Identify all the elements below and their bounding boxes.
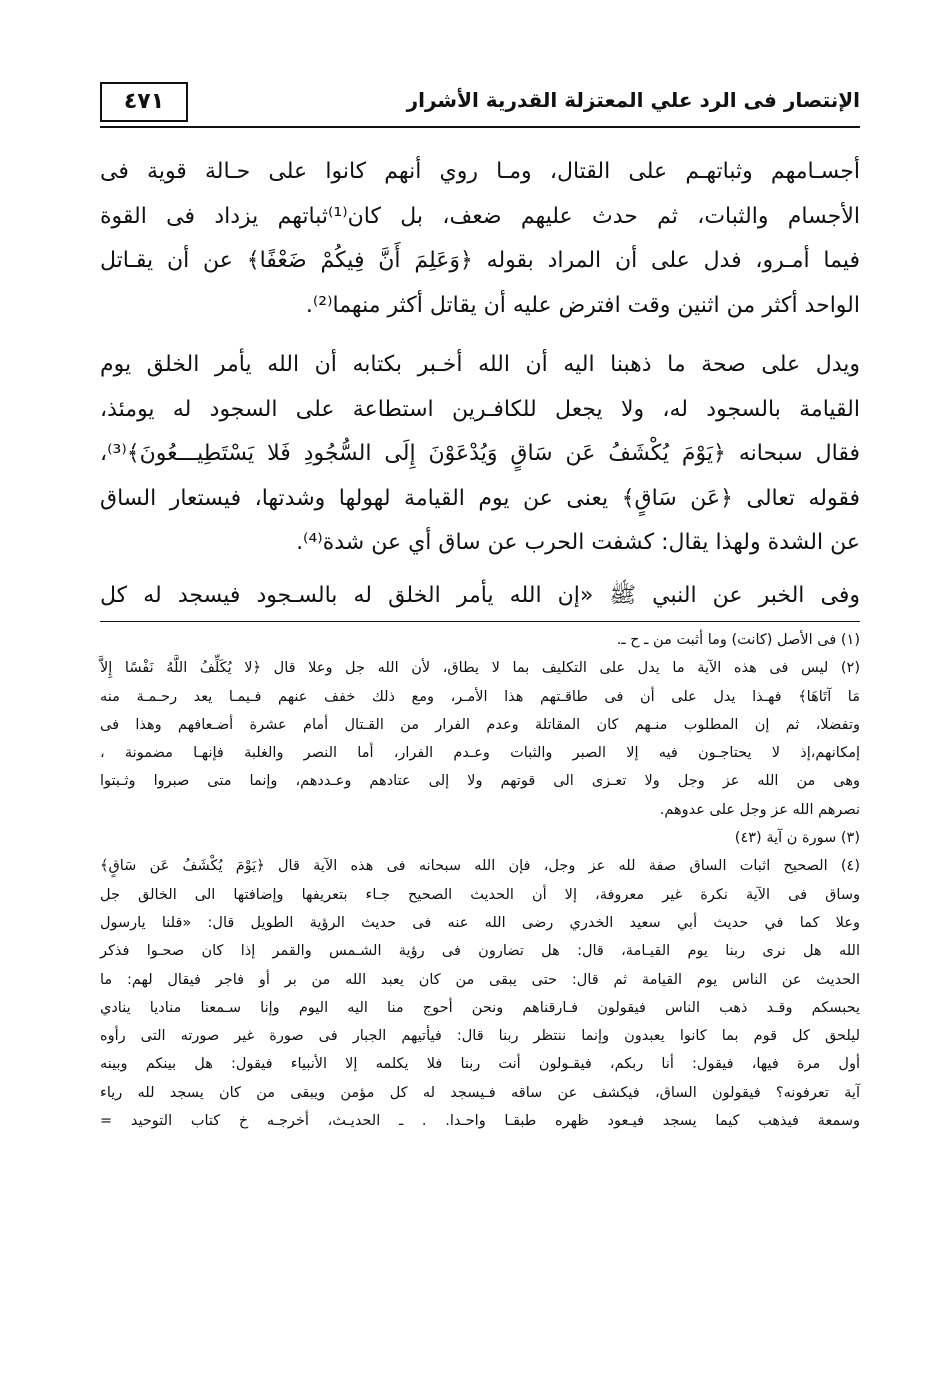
footnote-line: وعلا كما في حديث أبي سعيد الخدري رضى الله عنه فى حديث الرؤية الطويل قال: «قلنا يارسول xyxy=(100,914,860,931)
footnote-line: (١) فى الأصل (كانت) وما أثبت من ـ ح ـ. xyxy=(616,632,860,648)
paragraph-2 xyxy=(100,343,860,566)
footnote-line: وساق فى الآية نكرة غير معروفة، إلا أن الحديث الصحيح جـاء بتعريفها وإضافتها الى الخالق جل xyxy=(100,886,860,903)
paragraph-3 xyxy=(100,574,860,619)
footnote-line: وسمعة فيذهب كيما يسجد فيـعود ظهره طبقـا واحـدا. . ـ الحديـث، أخرجـه خ كتاب التوحيد = xyxy=(100,1113,860,1130)
footnotes xyxy=(100,626,860,1135)
text-line: أجسـامهم وثباتهـم على القتال، ومـا روي أنهم كانوا على حـالة قوية فى xyxy=(100,159,860,184)
footnote-line: مَا آتَاهَا﴾ فهـذا يدل على أن فى طاقـتهم هذا الأمـر، ومع ذلك خفف عنهم فـيمـا يعد رحـمـة منه xyxy=(100,688,860,705)
footnote-line: الحديث عن الناس يوم القيامة ثم قال: حتى يبقى من كان يعبد الله من بر أو فاجر فيقال لهم: ما xyxy=(100,971,860,988)
page-header xyxy=(100,82,860,130)
footnote-4 xyxy=(100,852,860,1135)
footnote-line: وتفضلا، ثم إن المطلوب منـهم كان المقاتلة وعدم الفرار من القـتال أمام عشرة أضـعافهم وهذا فى xyxy=(100,716,860,733)
text-line: فقوله تعالى ﴿عَن سَاقٍ﴾ يعنى عن يوم القيامة لهولها وشدتها، فيستعار الساق xyxy=(100,485,860,511)
footnote-line: وهى من الله عز وجل ولا تعـزى الى قوتهم ولا إلى عتادهم وعـددهم، وإنما متى صبروا وثـبتوا xyxy=(100,773,860,790)
footnote-2 xyxy=(100,654,860,824)
footnote-line: ليلحق كل قوم بما كانوا يعبدون وإنما ننتظر ربنا قال: فيأتيهم الجبار فى صورة غير صورته التى رأوه xyxy=(100,1028,860,1045)
footnote-line: إمكانهم،إذ لا يحتاجـون فيه إلا الصبر والثبات وعـدم الفرار، أما النصر والغلبة فإنهـا مضمونة ، xyxy=(100,745,860,762)
footnote-1 xyxy=(100,626,860,654)
text-line: فيما أمـرو، فدل على أن المراد بقوله ﴿وَعَلِمَ أَنَّ فِيكُمْ ضَعْفًا﴾ عن أن يقـاتل xyxy=(100,248,860,273)
footnote-line: نصرهم الله عز وجل على عدوهم. xyxy=(659,801,860,818)
footnote-line: آية تعرفونه؟ فيقولون الساق، فيكشف عن ساقه فـيسجد له كل مؤمن ويبقى من كان يسجد لله رياء xyxy=(100,1084,860,1101)
footnote-separator xyxy=(100,621,860,622)
text-line: عن الشدة ولهذا يقال: كشفت الحرب عن ساق أي عن شدة⁽⁴⁾. xyxy=(296,530,860,555)
running-title: الإنتصار فى الرد علي المعتزلة القدرية الأشرار xyxy=(406,88,860,112)
footnote-line: الله هل نرى ربنا يوم القيـامة، قال: هل تضارون فى رؤية الشـمس والقمر إذا كان صحـوا فذكر xyxy=(100,943,860,960)
text-line: وفى الخبر عن النبي ﷺ «إن الله يأمر الخلق له بالسـجود فيسجد له كل xyxy=(100,583,860,608)
text-line: الأجسام والثبات، ثم حدث عليهم ضعف، بل كان⁽¹⁾ثباتهم يزداد فى القوة xyxy=(100,203,860,229)
paragraph-1 xyxy=(100,150,860,328)
footnote-line: (٤) الصحيح اثبات الساق صفة لله عز وجل، فإن الله سبحانه فى هذه الآية قال ﴿يَوْمَ يُكْشَفُ عَن سَاقٍ﴾ xyxy=(100,858,860,875)
text-line: فقال سبحانه ﴿يَوْمَ يُكْشَفُ عَن سَاقٍ وَيُدْعَوْنَ إِلَى السُّجُودِ فَلا يَسْتَطِيـــعُونَ﴾⁽³⁾، xyxy=(100,441,860,466)
text-line: القيامة بالسجود له، ولا يجعل للكافـرين استطاعة على السجود له يومئذ، xyxy=(100,396,860,422)
text-line: الواحد أكثر من اثنين وقت افترض عليه أن يقاتل أكثر منهما⁽²⁾. xyxy=(305,292,860,318)
footnote-line: (٣) سورة ن آية (٤٣) xyxy=(734,830,860,847)
header-rule xyxy=(100,126,860,128)
footnote-line: أول مرة فيها، فيقول: أنا ربكم، فيقـولون أنت ربنا فلا يكلمه إلا الأنبياء فيقول: هل بينكم وبينه xyxy=(100,1056,860,1073)
footnote-line: يحبسكم وقـد ذهب الناس فيقولون فـارقناهم ونحن أحوج منا اليه اليوم وإنا سـمعنا مناديا ينادي xyxy=(100,999,860,1016)
footnote-line: (٢) ليس فى هذه الآية ما يدل على التكليف بما لا يطاق، لأن الله جل وعلا قال ﴿لا يُكَلِّفُ اللَّهُ نَفْسًا إِلاَّ xyxy=(100,660,860,677)
footnote-3 xyxy=(100,824,860,852)
page-number: ٤٧١ xyxy=(100,82,188,122)
text-line: ويدل على صحة ما ذهبنا اليه أن الله أخـبر بكتابه أن الله يأمر الخلق يوم xyxy=(100,352,860,377)
